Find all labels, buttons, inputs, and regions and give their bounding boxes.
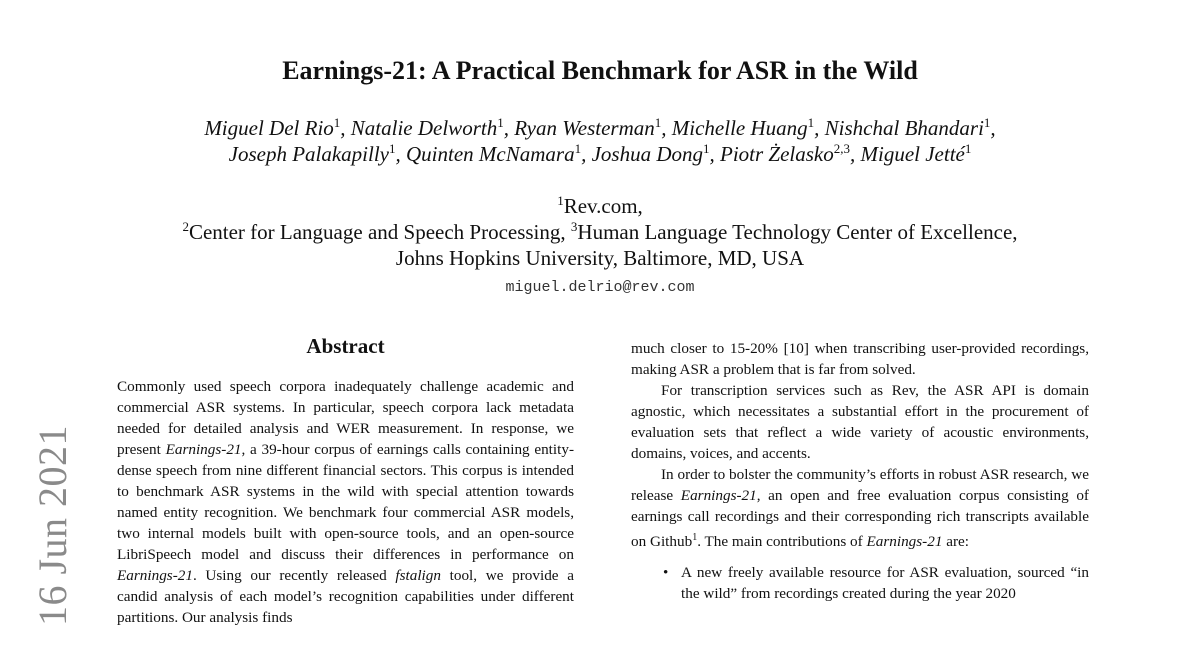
author-name: Joshua Dong: [591, 142, 703, 166]
list-item-text: A new freely available resource for ASR evaluation, sourced “in the wild” from recordings created during the year 2020: [681, 564, 1089, 603]
author-list: Miguel Del Rio$^1$, Natalie Delworth$^1$, Ryan Westerman$^1$, Michelle Huang$^1$, Nishchal Bhandari$^1$, Joseph Palakapilly$^1$, Quinten McNamara$^1$, Joshua Dong$^1$, Piotr Żelasko$^{2,3}$, Miguel Jetté$^1$: [204, 115, 996, 166]
author-affiliation-mark: 1: [389, 141, 396, 156]
bullet-icon: •: [663, 564, 669, 582]
body-paragraph: [631, 464, 1089, 552]
author-affiliation-mark: 1: [574, 141, 582, 156]
affiliation-text: Rev.com,: [563, 194, 643, 218]
affiliation-mark: 3: [570, 219, 578, 234]
author-name: Miguel Jetté: [860, 142, 965, 166]
body-paragraph: For transcription services such as Rev, the ASR API is domain agnostic, which necessitates a substantial effort in the procurement of evaluation sets that reflect a wide variety of acoustic environments, domains, voices, and accents.: [631, 382, 1089, 462]
contributions-list: [631, 562, 1089, 604]
author-affiliation-mark: 1: [654, 115, 662, 130]
author-name: Piotr Żelasko: [720, 142, 834, 166]
author-affiliation-mark: 1: [333, 115, 341, 130]
author-name: Miguel Del Rio: [204, 116, 334, 140]
body-emphasis: Earnings-21: [866, 533, 943, 551]
author-name: Ryan Westerman: [514, 116, 655, 140]
right-column: [631, 338, 1089, 604]
arxiv-date-text: 16 Jun 2021: [30, 424, 76, 626]
author-affiliation-mark: 1: [964, 141, 972, 156]
body-text: are:: [942, 533, 969, 551]
author-name: Nishchal Bhandari: [824, 116, 984, 140]
author-affiliation-mark: 1: [983, 115, 991, 130]
body-text: . The main contributions of: [697, 533, 867, 551]
body-paragraph: much closer to 15-20% [10] when transcribing user-provided recordings, making ASR a problem that is far from solved.: [631, 340, 1089, 378]
contact-email[interactable]: miguel.delrio@rev.com: [505, 279, 695, 296]
abstract-text: , a 39-hour corpus of earnings calls containing entity-dense speech from nine different financial sectors. This corpus is intended to benchmark ASR systems in the wild with special attention towards named entity recognition. We benchmark four commercial ASR models, two internal models built with open-source tools, and an open-source LibriSpeech model and discuss their differences in performance on: [117, 441, 574, 563]
abstract-text: . Using our recently released: [192, 567, 396, 584]
arxiv-date-stamp: [28, 420, 78, 630]
author-affiliation-mark: 1: [807, 115, 815, 130]
abstract-paragraph: [117, 376, 574, 628]
body-text: , an open and free evaluation corpus consisting of earnings call recordings and their corresponding rich transcripts available on Github: [631, 487, 1089, 551]
list-item: [631, 562, 1089, 604]
author-name: Joseph Palakapilly: [228, 142, 389, 166]
paper-title: Earnings-21: A Practical Benchmark for ASR in the Wild: [282, 56, 918, 85]
abstract-emphasis: Earnings-21: [165, 441, 242, 458]
affiliation-text: Johns Hopkins University, Baltimore, MD, USA: [395, 246, 805, 270]
affiliation-text: Human Language Technology Center of Excellence,: [577, 220, 1018, 244]
body-emphasis: Earnings-21: [680, 487, 757, 504]
affiliation-text: Center for Language and Speech Processing,: [188, 220, 571, 244]
abstract-emphasis: fstalign: [395, 567, 441, 584]
abstract-text: Commonly used speech corpora inadequately challenge academic and commercial ASR systems. In particular, speech corpora lack metadata needed for detailed analysis and WER measurement. In response, we present: [117, 378, 574, 458]
author-name: Natalie Delworth: [350, 116, 498, 140]
author-name: Quinten McNamara: [406, 142, 575, 166]
affiliation-block: [60, 193, 1140, 271]
abstract-emphasis: Earnings-21: [117, 567, 193, 584]
left-column: [117, 332, 574, 628]
abstract-heading: Abstract: [306, 334, 385, 358]
author-affiliation-mark: 2,3: [833, 141, 850, 156]
body-text: In order to bolster the community’s efforts in robust ASR research, we release: [631, 466, 1089, 504]
affiliation-mark: 2: [182, 219, 189, 234]
author-affiliation-mark: 1: [703, 141, 710, 156]
affiliation-mark: 1: [557, 193, 564, 208]
author-affiliation-mark: 1: [497, 115, 504, 130]
footnote-mark[interactable]: 1: [692, 532, 698, 543]
abstract-text: tool, we provide a candid analysis of each model’s recognition capabilities under different partitions. Our analysis finds: [117, 567, 574, 626]
author-name: Michelle Huang: [671, 116, 808, 140]
